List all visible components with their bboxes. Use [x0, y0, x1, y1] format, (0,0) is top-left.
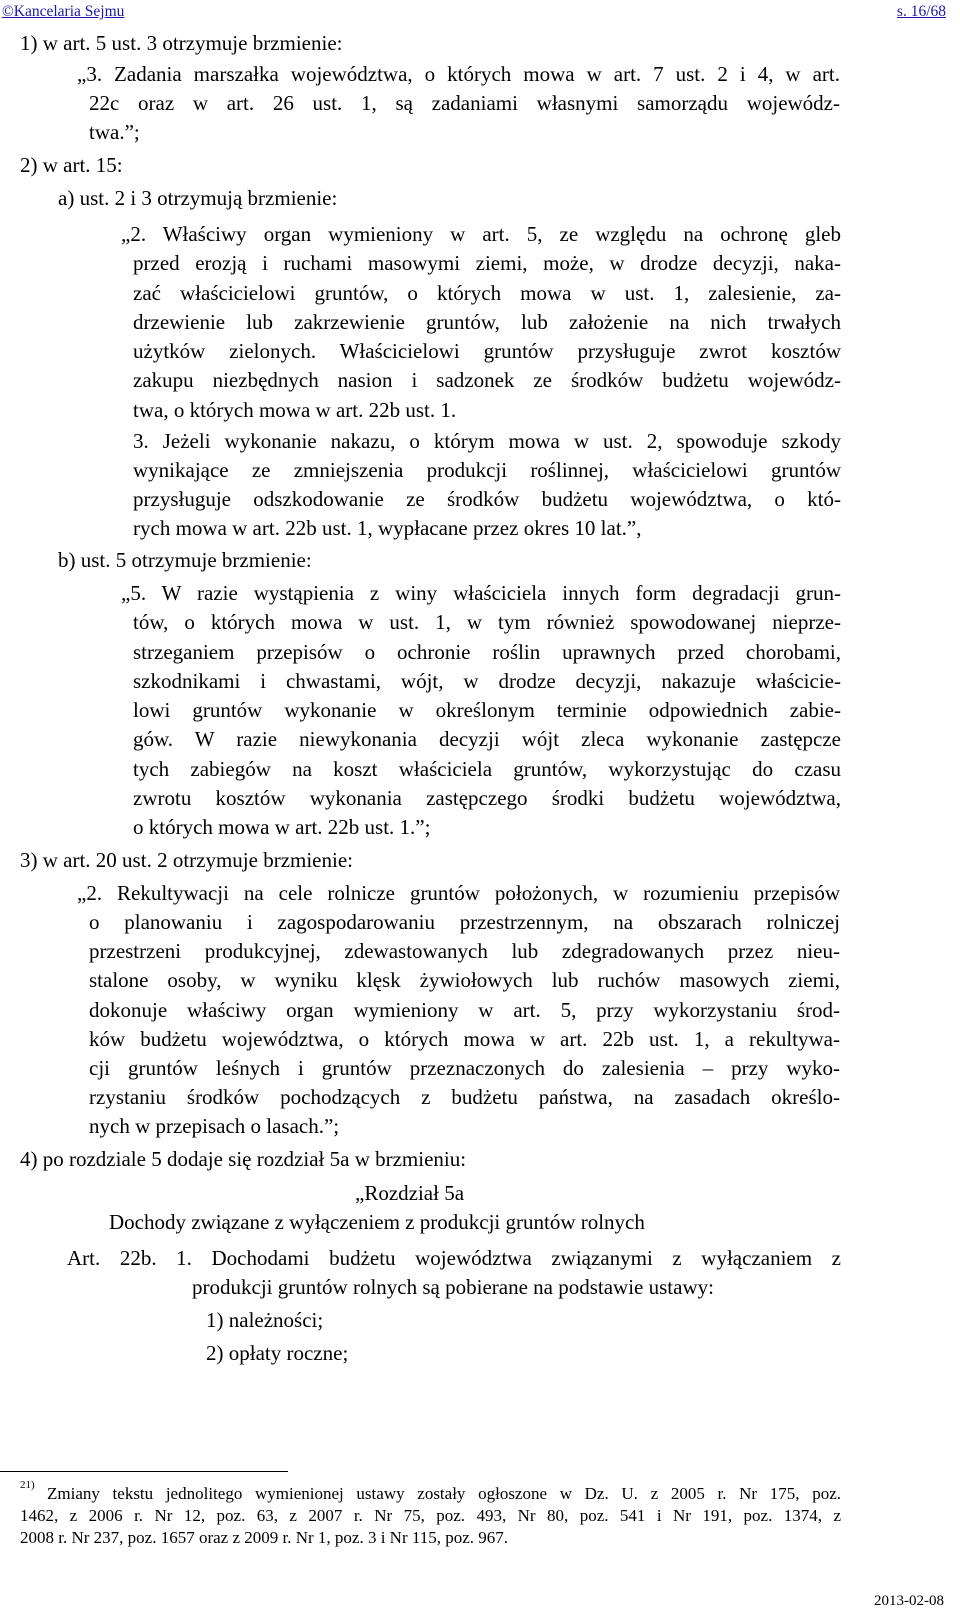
subpoint-b: b) ust. 5 otrzymuje brzmienie:	[58, 548, 312, 572]
text-line: tych zabiegów na koszt właściciela gruntów, wykorzystując do czasu	[133, 757, 841, 781]
point-3: 3) w art. 20 ust. 2 otrzymuje brzmienie:	[20, 848, 353, 872]
text-line: produkcji gruntów rolnych są pobierane na podstawie ustawy:	[192, 1275, 714, 1299]
text-line: twa.”;	[89, 120, 140, 144]
footnote-line: 2008 r. Nr 237, poz. 1657 oraz z 2009 r. Nr 1, poz. 3 i Nr 115, poz. 967.	[20, 1528, 509, 1547]
copyright-header	[2, 2, 124, 22]
point-2: 2) w art. 15:	[20, 153, 123, 177]
text-line: twa, o których mowa w art. 22b ust. 1.	[133, 398, 457, 422]
text-line: użytków zielonych. Właścicielowi gruntów przysługuje zwrot kosztów	[133, 339, 841, 363]
text-line: przed erozją i ruchami masowymi ziemi, może, w drodze decyzji, naka-	[133, 251, 841, 275]
text-line: przysługuje odszkodowanie ze środków budżetu województwa, o któ-	[133, 487, 841, 511]
text-line: zakupu niezbędnych nasion i sadzonek ze środków budżetu wojewódz-	[133, 368, 841, 392]
footnote-line: 1462, z 2006 r. Nr 12, poz. 63, z 2007 r. Nr 75, poz. 493, Nr 80, poz. 541 i Nr 191, poz. 1374, z	[20, 1506, 841, 1525]
list-item: 2) opłaty roczne;	[206, 1341, 349, 1365]
text-line: 3. Jeżeli wykonanie nakazu, o którym mowa w ust. 2, spowoduje szkody	[133, 429, 841, 453]
text-line: „2. Rekultywacji na cele rolnicze gruntów położonych, w rozumieniu przepisów	[77, 881, 840, 905]
text-line: „3. Zadania marszałka województwa, o których mowa w art. 7 ust. 2 i 4, w art.	[77, 62, 840, 86]
copyright-link[interactable]: ©Kancelaria Sejmu	[2, 3, 125, 20]
footnote-marker: 21)	[20, 1479, 35, 1491]
chapter-title: Dochody związane z wyłączeniem z produkcji gruntów rolnych	[109, 1210, 645, 1234]
text-line: stalone osoby, w wyniku klęsk żywiołowych lub ruchów masowych ziemi,	[89, 968, 840, 992]
text-line: o planowaniu i zagospodarowaniu przestrzennym, na obszarach rolniczej	[89, 910, 840, 934]
text-line: wynikające ze zmniejszenia produkcji roślinnej, właścicielowi gruntów	[133, 458, 841, 482]
point-1: 1) w art. 5 ust. 3 otrzymuje brzmienie:	[20, 31, 343, 55]
text-line: zać właścicielowi gruntów, o których mowa w ust. 1, zalesienie, za-	[133, 281, 841, 305]
text-line: rych mowa w art. 22b ust. 1, wypłacane przez okres 10 lat.”,	[133, 516, 642, 540]
list-item: 1) należności;	[206, 1308, 324, 1332]
text-line: gów. W razie niewykonania decyzji wójt zleca wykonanie zastępcze	[133, 727, 841, 751]
text-line: strzeganiem przepisów o ochronie roślin uprawnych przed chorobami,	[133, 640, 841, 664]
footnote-separator	[0, 1471, 288, 1472]
point-4: 4) po rozdziale 5 dodaje się rozdział 5a w brzmieniu:	[20, 1147, 467, 1171]
text-line: zwrotu kosztów wykonania zastępczego środki budżetu województwa,	[133, 786, 841, 810]
document-date: 2013-02-08	[874, 1593, 944, 1609]
text-line: o których mowa w art. 22b ust. 1.”;	[133, 815, 431, 839]
text-line: cji gruntów leśnych i gruntów przeznaczonych do zalesienia – przy wyko-	[89, 1056, 840, 1080]
article-heading: Art. 22b. 1. Dochodami budżetu województwa związanymi z wyłączaniem z	[67, 1246, 841, 1270]
text-line: przestrzeni produkcyjnej, zdewastowanych lub zdegradowanych przez nieu-	[89, 939, 840, 963]
text-line: drzewienie lub zakrzewienie gruntów, lub założenie na nich trwałych	[133, 310, 841, 334]
text-line: „5. W razie wystąpienia z winy właściciela innych form degradacji grun-	[121, 581, 841, 605]
text-line: nych w przepisach o lasach.”;	[89, 1114, 340, 1138]
text-line: lowi gruntów wykonanie w określonym terminie odpowiednich zabie-	[133, 698, 841, 722]
text-line: ków budżetu województwa, o których mowa w art. 22b ust. 1, a rekultywa-	[89, 1027, 840, 1051]
text-line: „2. Właściwy organ wymieniony w art. 5, ze względu na ochronę gleb	[121, 222, 841, 246]
footnote-line: Zmiany tekstu jednolitego wymienionej ustawy zostały ogłoszone w Dz. U. z 2005 r. Nr 175, poz.	[47, 1484, 841, 1503]
subpoint-a: a) ust. 2 i 3 otrzymują brzmienie:	[58, 186, 338, 210]
text-line: tów, o których mowa w ust. 1, w tym również spowodowanej nieprze-	[133, 610, 841, 634]
text-line: dokonuje właściwy organ wymieniony w art. 5, przy wykorzystaniu środ-	[89, 998, 840, 1022]
page-number-header	[897, 2, 946, 22]
page-number-link[interactable]: s. 16/68	[896, 3, 946, 20]
chapter-number: „Rozdział 5a	[355, 1181, 465, 1205]
text-line: szkodnikami i chwastami, wójt, w drodze decyzji, nakazuje właścicie-	[133, 669, 841, 693]
text-line: 22c oraz w art. 26 ust. 1, są zadaniami własnymi samorządu wojewódz-	[89, 91, 840, 115]
text-line: rzystaniu środków pochodzących z budżetu państwa, na zasadach określo-	[89, 1085, 840, 1109]
